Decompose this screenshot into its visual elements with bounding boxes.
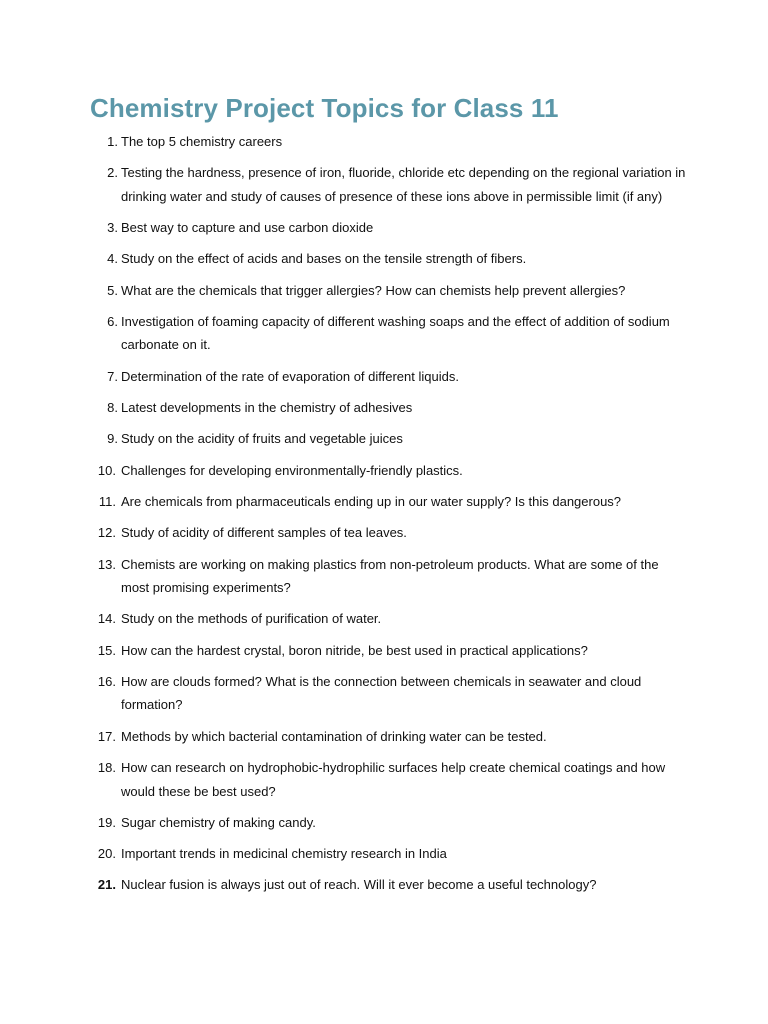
list-item-number: 11.	[98, 493, 116, 509]
list-item-text: The top 5 chemistry careers	[121, 134, 283, 149]
list-item	[90, 279, 690, 303]
list-item-number: 17.	[97, 728, 116, 744]
list-item-number: 19.	[97, 814, 116, 830]
list-item-number: 16.	[97, 673, 116, 689]
list-item-text: Study on the methods of purification of water.	[121, 611, 382, 627]
list-item-number: 6.	[107, 313, 118, 329]
list-item-text: Study on the acidity of fruits and vegetable juices	[121, 431, 403, 447]
list-item-number: 3.	[107, 220, 118, 236]
list-item	[90, 811, 690, 835]
list-item	[90, 553, 690, 600]
list-item-text: Study on the effect of acids and bases on the tensile strength of fibers.	[121, 251, 527, 267]
list-item	[90, 216, 690, 240]
list-item	[90, 459, 690, 483]
list-item-text: Nuclear fusion is always just out of reach. Will it ever become a useful technology?	[121, 877, 597, 893]
list-item	[90, 842, 690, 866]
list-item	[90, 756, 690, 803]
list-item-number: 2.	[107, 165, 118, 181]
list-item-number: 10.	[97, 462, 116, 478]
list-item-number: 13.	[97, 556, 116, 572]
list-item-text: Study of acidity of different samples of tea leaves.	[121, 525, 407, 541]
list-item-text: Methods by which bacterial contamination of drinking water can be tested.	[121, 728, 547, 744]
list-item	[90, 365, 690, 389]
list-item	[90, 247, 690, 271]
list-item	[90, 427, 690, 451]
list-item	[90, 130, 690, 154]
list-item-number: 20.	[97, 846, 116, 862]
list-item-number: 4.	[107, 251, 118, 267]
list-item	[90, 310, 690, 357]
list-item-text: Important trends in medicinal chemistry research in India	[121, 846, 447, 862]
list-item-number: 1.	[107, 134, 118, 149]
list-item-number: 9.	[107, 431, 118, 447]
list-item-number: 5.	[107, 282, 118, 298]
list-item	[90, 490, 690, 514]
topic-list	[90, 130, 690, 905]
list-item-number: 14.	[97, 611, 116, 627]
list-item-text: Investigation of foaming capacity of different washing soaps and the effect of addition of sodium carbonate on it.	[121, 313, 670, 353]
list-item-number: 7.	[107, 368, 118, 384]
list-item	[90, 670, 690, 717]
list-item-text: Chemists are working on making plastics from non-petroleum products. What are some of the most promising experiments?	[121, 556, 659, 596]
list-item-number: 8.	[107, 400, 118, 416]
list-item-text: Determination of the rate of evaporation of different liquids.	[121, 368, 459, 384]
list-item	[90, 521, 690, 545]
list-item-number: 18.	[97, 760, 116, 776]
list-item-text: How can research on hydrophobic-hydrophilic surfaces help create chemical coatings and how would these be best used?	[121, 760, 666, 799]
list-item	[90, 396, 690, 420]
page-title: Chemistry Project Topics for Class 11	[90, 93, 559, 123]
list-item	[90, 639, 690, 663]
list-item-text: Latest developments in the chemistry of adhesives	[121, 400, 413, 416]
list-item	[90, 161, 690, 208]
list-item-text: Best way to capture and use carbon dioxide	[121, 220, 374, 236]
list-item-number: 21.	[97, 877, 116, 893]
list-item-text: How are clouds formed? What is the connection between chemicals in seawater and cloud formation?	[121, 673, 642, 713]
list-item-text: Sugar chemistry of making candy.	[121, 814, 316, 830]
list-item	[90, 607, 690, 631]
list-item-text: Challenges for developing environmentally-friendly plastics.	[121, 462, 463, 478]
list-item-text: What are the chemicals that trigger allergies? How can chemists help prevent allergies?	[121, 282, 626, 298]
list-item-text: How can the hardest crystal, boron nitride, be best used in practical applications?	[121, 642, 588, 658]
list-item-text: Are chemicals from pharmaceuticals ending up in our water supply? Is this dangerous?	[121, 493, 622, 509]
list-item-number: 12.	[97, 525, 116, 541]
list-item-text: Testing the hardness, presence of iron, fluoride, chloride etc depending on the regional variation in drinking water and study of causes of presence of these ions above in permissible limit (if any)	[121, 165, 686, 204]
list-item	[90, 873, 690, 897]
list-item-number: 15.	[97, 642, 116, 658]
list-item	[90, 725, 690, 749]
